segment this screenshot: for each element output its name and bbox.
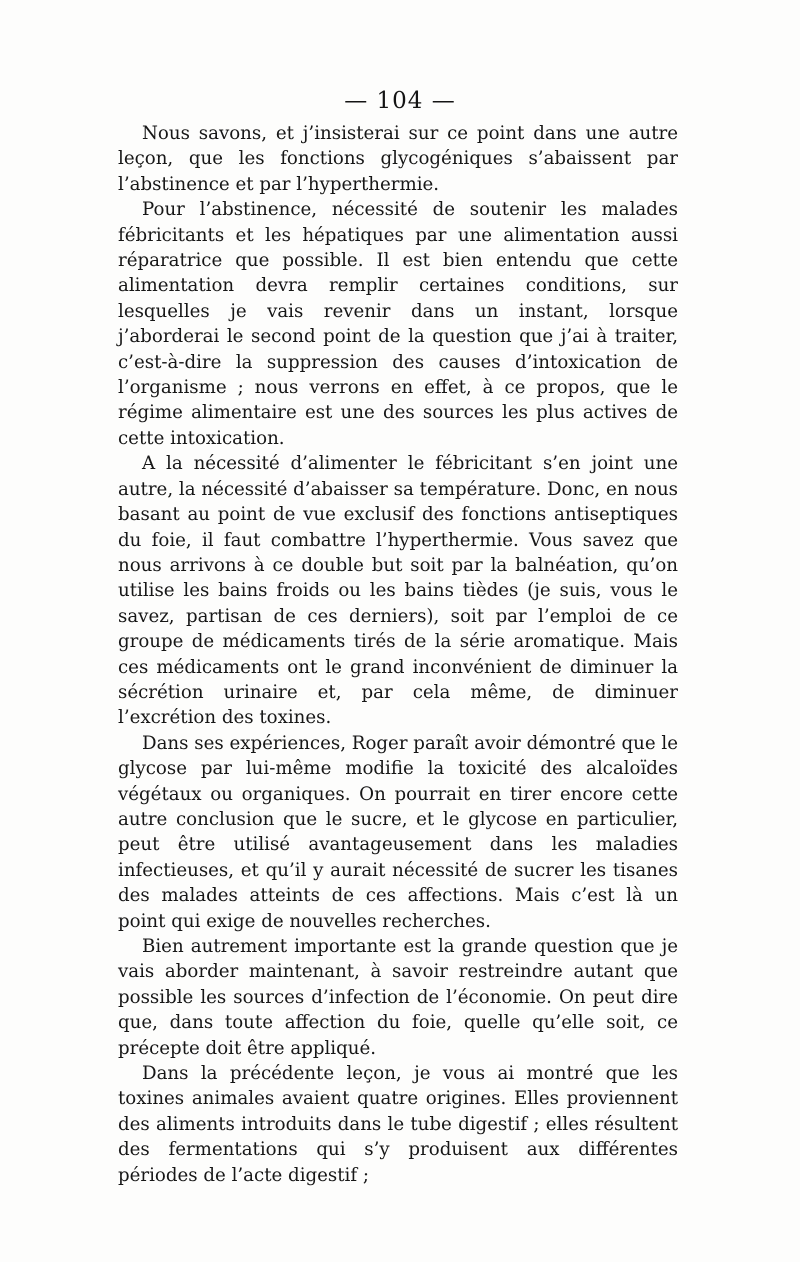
paragraph-4: Dans ses expériences, Roger paraît avoir démontré que le glycose par lui-même modifie la toxicité des alcaloïdes végétaux ou organiques. On pourrait en tirer encore cette autre conclusion que le sucre, et le glycose en particulier, peut être utilisé avantageusement dans les maladies infectieuses, et qu’il y aurait nécessité de sucrer les tisanes des malades atteints de ces affections. Mais c’est là un point qui exige de nouvelles recherches. — [118, 732, 678, 932]
paragraph-6: Dans la précédente leçon, je vous ai montré que les toxines animales avaient quatre origines. Elles proviennent des aliments introduits dans le tube digestif ; elles résultent des fermentations qui s’y produisent aux différentes périodes de l’acte digestif ; — [118, 1063, 678, 1186]
paragraph-3: A la nécessité d’alimenter le fébricitant s’en joint une autre, la nécessité d’abaisser sa température. Donc, en nous basant au point de vue exclusif des fonctions antiseptiques du foie, il faut combattre l’hyperthermie. Vous savez que nous arrivons à ce double but soit par la balnéation, qu’on utilise les bains froids ou les bains tièdes (je suis, vous le savez, partisan de ces derniers), soit par l’emploi de ce groupe de médicaments tirés de la série aromatique. Mais ces médicaments ont le grand inconvénient de diminuer la sécrétion urinaire et, par cela même, de diminuer l’excrétion des toxines. — [118, 453, 678, 729]
paragraph-5: Bien autrement importante est la grande question que je vais aborder maintenant, à savoir restreindre autant que possible les sources d’infection de l’économie. On peut dire que, dans toute affection du foie, quelle qu’elle soit, ce précepte doit être appliqué. — [118, 936, 678, 1059]
page-number-header: — 104 — — [344, 88, 456, 114]
paragraph-1: Nous savons, et j’insisterai sur ce point dans une autre leçon, que les fonctions glycogéniques s’abaissent par l’abstinence et par l’hyperthermie. — [118, 123, 678, 195]
paragraph-2: Pour l’abstinence, nécessité de soutenir les malades fébricitants et les hépatiques par une alimentation aussi réparatrice que possible. Il est bien entendu que cette alimentation devra remplir certaines conditions, sur lesquelles je vais revenir dans un instant, lorsque j’aborderai le second point de la question que j’ai à traiter, c’est-à-dire la suppression des causes d’intoxication de l’organisme ; nous verrons en effet, à ce propos, que le régime alimentaire est une des sources les plus actives de cette intoxication. — [118, 199, 678, 449]
body-text — [118, 121, 678, 1188]
